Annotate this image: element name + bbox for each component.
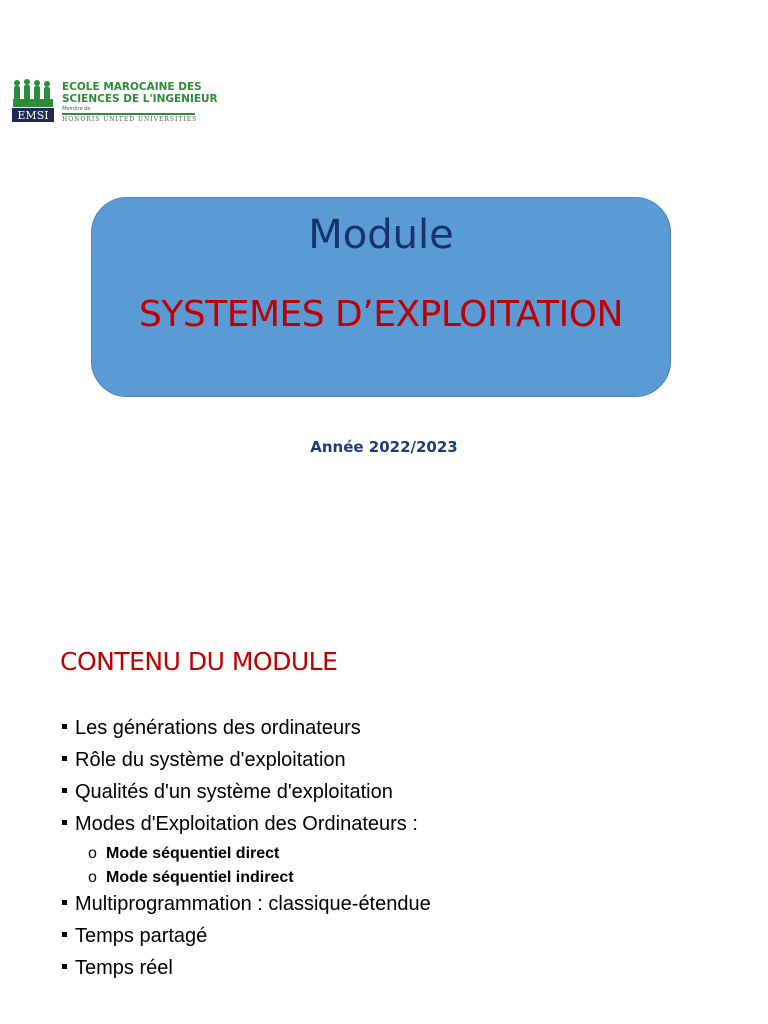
sub-list-item	[88, 842, 431, 866]
list-item	[60, 810, 431, 842]
school-logo	[10, 78, 218, 126]
list-item-text: Temps réel	[75, 957, 173, 979]
square-bullet-icon	[62, 788, 67, 793]
emsi-emblem-icon	[10, 78, 58, 124]
square-bullet-icon	[62, 900, 67, 905]
square-bullet-icon	[62, 756, 67, 761]
list-item	[60, 746, 431, 778]
logo-honoris-text: HONORIS UNITED UNIVERSITIES	[62, 116, 198, 123]
academic-year: Année 2022/2023	[310, 438, 458, 456]
logo-name-line2: SCIENCES DE L'INGENIEUR	[62, 93, 218, 105]
list-item	[60, 778, 431, 810]
module-name: SYSTEMES D’EXPLOITATION	[139, 294, 623, 335]
logo-name-line1: ECOLE MAROCAINE DES	[62, 81, 202, 93]
square-bullet-icon	[62, 964, 67, 969]
list-item-text: Multiprogrammation : classique-étendue	[75, 893, 431, 915]
list-item	[60, 922, 431, 954]
module-label: Module	[308, 212, 454, 258]
list-item-text: Qualités d'un système d'exploitation	[75, 781, 393, 803]
contents-list	[60, 714, 431, 986]
circle-bullet-icon: o	[88, 869, 97, 886]
sub-list	[60, 842, 431, 890]
list-item	[60, 714, 431, 746]
sub-list-item-text: Mode séquentiel direct	[106, 845, 280, 862]
list-item-text: Les générations des ordinateurs	[75, 717, 361, 739]
list-item-text: Modes d'Exploitation des Ordinateurs :	[75, 813, 418, 835]
contents-heading: CONTENU DU MODULE	[60, 647, 338, 676]
logo-member-text: Membre de	[62, 106, 91, 112]
square-bullet-icon	[62, 820, 67, 825]
square-bullet-icon	[62, 724, 67, 729]
sub-list-container	[60, 842, 431, 890]
svg-text:EMSI: EMSI	[17, 109, 49, 122]
list-item-text: Temps partagé	[75, 925, 208, 947]
list-item-text: Rôle du système d'exploitation	[75, 749, 346, 771]
sub-list-item	[88, 866, 431, 890]
module-title-box	[91, 197, 671, 397]
list-item	[60, 954, 431, 986]
sub-list-item-text: Mode séquentiel indirect	[106, 869, 294, 886]
logo-rule	[62, 113, 195, 115]
square-bullet-icon	[62, 932, 67, 937]
list-item	[60, 890, 431, 922]
circle-bullet-icon: o	[88, 845, 97, 862]
